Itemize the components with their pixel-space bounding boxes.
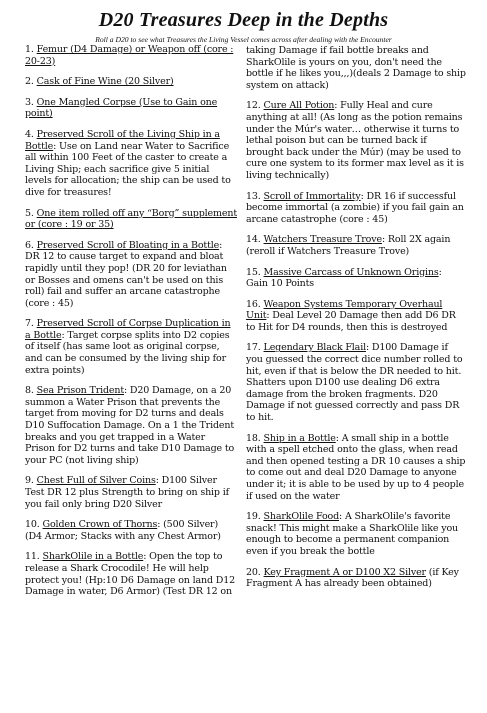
treasure-entry-12: 12. Cure All Potion: Fully Heal and cure anything at all! (As long as the potion remains under the Múr's water… otherwise it turns to lethal poison but can be turned back if brought back under the Múr) (may be used to cure one system to its former max level as it is living technically) xyxy=(246,100,464,181)
treasure-name: Weapon Systems Temporary Overhaul Unit xyxy=(246,298,443,322)
treasure-entry-14: 14. Watchers Treasure Trove: Roll 2X again (reroll if Watchers Treasure Trove) xyxy=(246,234,451,257)
treasure-name: Cure All Potion xyxy=(263,100,335,112)
treasure-name: Scroll of Immortality xyxy=(263,190,361,202)
treasure-name: Sea Prison Trident xyxy=(36,385,125,397)
treasure-name: Preserved Scroll of the Living Ship in a Bottle xyxy=(25,128,220,152)
treasure-name: Femur (D4 Damage) or Weapon off (core : 20-23) xyxy=(25,44,234,67)
treasure-entry-19: 19. SharkOlile Food: A SharkOlile's favorite snack! This might make a SharkOlile like you enough to become a permanent companion even if you break the bottle xyxy=(246,511,459,557)
treasure-entry-4: 4. Preserved Scroll of the Living Ship in a Bottle: Use on Land near Water to Sacrifice all within 100 Feet of the caster to create a Living Ship; each sacrifice give 5 initial levels for allocation; the ship can be used to dive for treasures! xyxy=(25,128,231,198)
treasure-name: Watchers Treasure Trove xyxy=(263,234,382,246)
treasure-entry-1: 1. Femur (D4 Damage) or Weapon off (core : 20-23) xyxy=(25,44,234,67)
treasure-name: One item rolled off any “Borg” supplement or (core : 19 or 35) xyxy=(25,207,237,231)
page-title: D20 Treasures Deep in the Depths xyxy=(98,9,389,31)
treasure-entry-8: 8. Sea Prison Trident: D20 Damage, on a 20 summon a Water Prison that prevents the target from moving for D2 turns and deals D10 Suffocation Damage. On a 1 the Trident breaks and you get trapped in a Water Prison for D2 turns and take D10 Damage to your PC (not living ship) xyxy=(25,385,235,466)
treasure-entry-16: 16. Weapon Systems Temporary Overhaul Unit: Deal Level 20 Damage then add D6 DR to Hit for D4 rounds, then this is destroyed xyxy=(246,298,456,333)
treasure-entry-5: 5. One item rolled off any “Borg” supplement or (core : 19 or 35) xyxy=(25,207,237,231)
treasure-name: Preserved Scroll of Corpse Duplication in a Bottle xyxy=(25,318,231,341)
treasure-name: Massive Carcass of Unknown Origins xyxy=(263,266,439,278)
treasure-entry-3: 3. One Mangled Corpse (Use to Gain one point) xyxy=(25,96,218,120)
treasure-name: Chest Full of Silver Coins xyxy=(36,475,156,487)
treasure-name: Golden Crown of Thorns xyxy=(42,519,158,531)
treasure-name: SharkOlile in a Bottle xyxy=(42,551,144,563)
right-column xyxy=(246,45,466,599)
treasure-entry-11-continued: taking Damage if fail bottle breaks and SharkOlile is yours on you, don't need the bottle if he likes you,,,)(deals 2 Damage to ship system on attack) xyxy=(246,45,466,91)
treasure-name: Legendary Black Flail xyxy=(263,342,366,354)
treasure-entry-13: 13. Scroll of Immortality: DR 16 if successful become immortal (a zombie) if you fail gain an arcane catastrophe (core : 45) xyxy=(246,190,464,225)
treasure-name: One Mangled Corpse (Use to Gain one point) xyxy=(25,96,218,120)
treasure-entry-6: 6. Preserved Scroll of Bloating in a Bottle: DR 12 to cause target to expand and bloat rapidly until they pop! (DR 20 for leviathan or Bosses and omens can't be used on this roll) fail and suffer an arcane catastrophe (core : 45) xyxy=(25,239,227,309)
treasure-name: Cask of Fine Wine (20 Silver) xyxy=(36,76,174,88)
treasure-entry-10: 10. Golden Crown of Thorns: (500 Silver) (D4 Armor; Stacks with any Chest Armor) xyxy=(25,519,221,542)
page-subtitle: Roll a D20 to see what Treasures the Living Vessel comes across after dealing with the Encounter xyxy=(95,35,392,44)
treasure-entry-2: 2. Cask of Fine Wine (20 Silver) xyxy=(25,76,174,88)
treasure-entry-7: 7. Preserved Scroll of Corpse Duplication in a Bottle: Target corpse splits into D2 copies of itself (has same loot as original corpse, and can be consumed by the living ship for extra points) xyxy=(25,318,231,376)
treasure-entry-17: 17. Legendary Black Flail: D100 Damage if you guessed the correct dice number rolled to hit, even if that is below the DR needed to hit. Shatters upon D100 use dealing D6 extra damage from the broken fragments. D20 Damage if not guessed correctly and pass DR to hit. xyxy=(246,342,463,424)
treasure-entry-18: 18. Ship in a Bottle: A small ship in a bottle with a spell etched onto the glass, when read and then opened testing a DR 10 causes a ship to come out and deal D20 Damage to anyone under it; it is able to be used by up to 4 people if used on the water xyxy=(246,432,466,502)
treasure-name: Key Fragment A or D100 X2 Silver xyxy=(263,566,426,578)
treasure-entry-15: 15. Massive Carcass of Unknown Origins: Gain 10 Points xyxy=(246,266,442,290)
treasure-name: Preserved Scroll of Bloating in a Bottle xyxy=(36,239,220,251)
treasure-name: SharkOlile Food xyxy=(263,511,340,523)
treasure-entry-20: 20. Key Fragment A or D100 X2 Silver (if Key Fragment A has already been obtained) xyxy=(246,566,459,590)
left-column xyxy=(25,44,237,607)
treasure-entry-9: 9. Chest Full of Silver Coins: D100 Silver Test DR 12 plus Strength to bring on ship if you fail only bring D20 Silver xyxy=(25,475,229,510)
treasure-entry-11: 11. SharkOlile in a Bottle: Open the top to release a Shark Crocodile! He will help protect you! (Hp:10 D6 Damage on land D12 Damage in water, D6 Armor) (Test DR 12 on xyxy=(25,551,236,598)
treasure-name: Ship in a Bottle xyxy=(263,432,336,444)
